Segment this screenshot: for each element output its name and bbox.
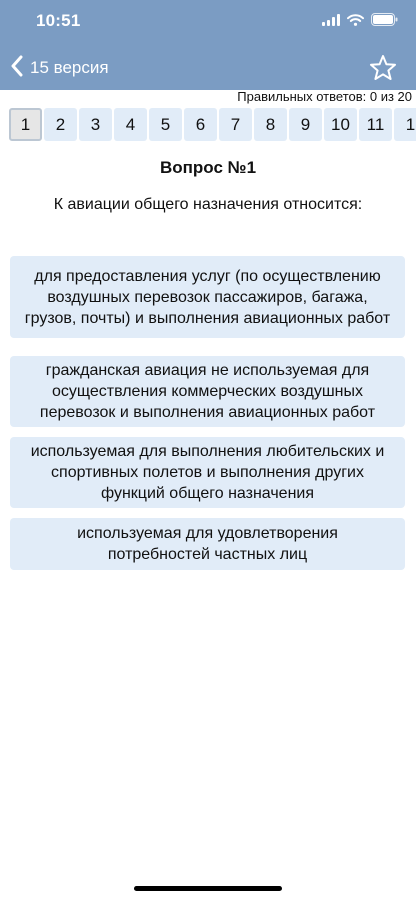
question-text: К авиации общего назначения относится: [53, 196, 363, 213]
answer-text [77, 523, 338, 565]
answer-option-4[interactable] [10, 518, 405, 570]
app-header [0, 0, 416, 90]
question-number-10[interactable]: 10 [324, 108, 357, 141]
question-number-9[interactable]: 9 [289, 108, 322, 141]
battery-icon [371, 13, 398, 31]
answer-text [40, 360, 375, 423]
answer-text [31, 441, 385, 504]
back-label: 15 версия [30, 58, 109, 77]
answer-line: для предоставления услуг (по осуществлению [34, 267, 381, 285]
answer-line: функций общего назначения [100, 485, 315, 502]
answer-option-2[interactable] [10, 356, 405, 427]
status-icons [322, 13, 398, 31]
question-number-6[interactable]: 6 [184, 108, 217, 141]
question-number-3[interactable]: 3 [79, 108, 112, 141]
back-button[interactable] [10, 52, 109, 84]
nav-bar [0, 46, 416, 90]
status-time: 10:51 [36, 11, 81, 30]
answer-option-1[interactable] [10, 256, 405, 338]
question-number-8[interactable]: 8 [254, 108, 287, 141]
signal-icon [322, 13, 340, 31]
favorite-button[interactable] [368, 53, 398, 83]
answer-line: воздушных перевозок пассажиров, багажа, [47, 288, 368, 306]
question-number-4[interactable]: 4 [114, 108, 147, 141]
answer-line: осуществления коммерческих воздушных [51, 383, 363, 400]
question-number-strip[interactable] [0, 108, 416, 146]
question-number-list [9, 108, 416, 141]
status-bar [0, 0, 416, 46]
chevron-left-icon [10, 55, 24, 82]
answer-option-3[interactable] [10, 437, 405, 508]
question-title: Вопрос №1 [159, 158, 257, 177]
home-indicator[interactable] [134, 886, 282, 891]
question-number-7[interactable]: 7 [219, 108, 252, 141]
question-number-1[interactable]: 1 [9, 108, 42, 141]
answer-line: гражданская авиация не используемая для [45, 362, 370, 379]
question-number-11[interactable]: 11 [359, 108, 392, 141]
score-counter: Правильных ответов: 0 из 20 [237, 89, 412, 104]
question-number-2[interactable]: 2 [44, 108, 77, 141]
wifi-icon [347, 13, 364, 31]
answer-line: перевозок и выполнения авиационных работ [39, 404, 376, 421]
answer-line: используемая для удовлетворения [77, 525, 338, 542]
answer-line: спортивных полетов и выполнения других [51, 464, 364, 481]
answer-text [25, 266, 390, 329]
question-number-5[interactable]: 5 [149, 108, 182, 141]
answer-line: грузов, почты) и выполнения авиационных работ [24, 309, 391, 327]
star-outline-icon [368, 70, 398, 87]
answer-line: потребностей частных лиц [107, 546, 308, 563]
answer-line: используемая для выполнения любительских и [30, 443, 385, 460]
question-number-12[interactable]: 1 [394, 108, 416, 141]
